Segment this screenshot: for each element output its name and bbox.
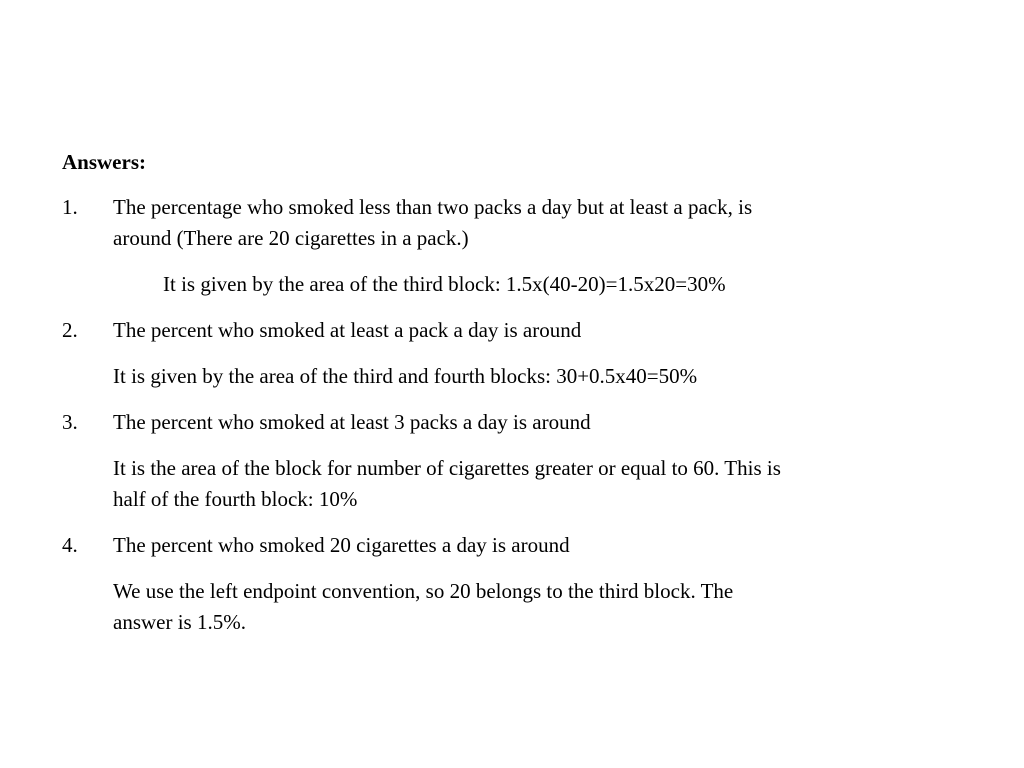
item-2-number: 2. <box>62 318 78 342</box>
item-1-answer-line-1: It is given by the area of the third block: 1.5x(40-20)=1.5x20=30% <box>163 272 726 296</box>
item-2-answer-line-1: It is given by the area of the third and fourth blocks: 30+0.5x40=50% <box>113 364 698 388</box>
item-4-number: 4. <box>62 533 78 557</box>
item-3-answer-line-2: half of the fourth block: 10% <box>113 487 358 511</box>
item-3-number: 3. <box>62 410 78 434</box>
item-4-answer-line-1: We use the left endpoint convention, so 20 belongs to the third block. The <box>113 579 734 603</box>
item-1-question-line-1: The percentage who smoked less than two packs a day but at least a pack, is <box>113 195 753 219</box>
item-2-question-line-1: The percent who smoked at least a pack a day is around <box>113 318 582 342</box>
answers-heading: Answers: <box>62 150 146 174</box>
item-1-number: 1. <box>62 195 78 219</box>
item-3-answer-line-1: It is the area of the block for number of cigarettes greater or equal to 60. This is <box>113 456 781 480</box>
item-3-question-line-1: The percent who smoked at least 3 packs a day is around <box>113 410 591 434</box>
item-4-answer-line-2: answer is 1.5%. <box>113 610 246 634</box>
item-1-question-line-2: around (There are 20 cigarettes in a pack.) <box>113 226 469 250</box>
item-4-question-line-1: The percent who smoked 20 cigarettes a day is around <box>113 533 570 557</box>
